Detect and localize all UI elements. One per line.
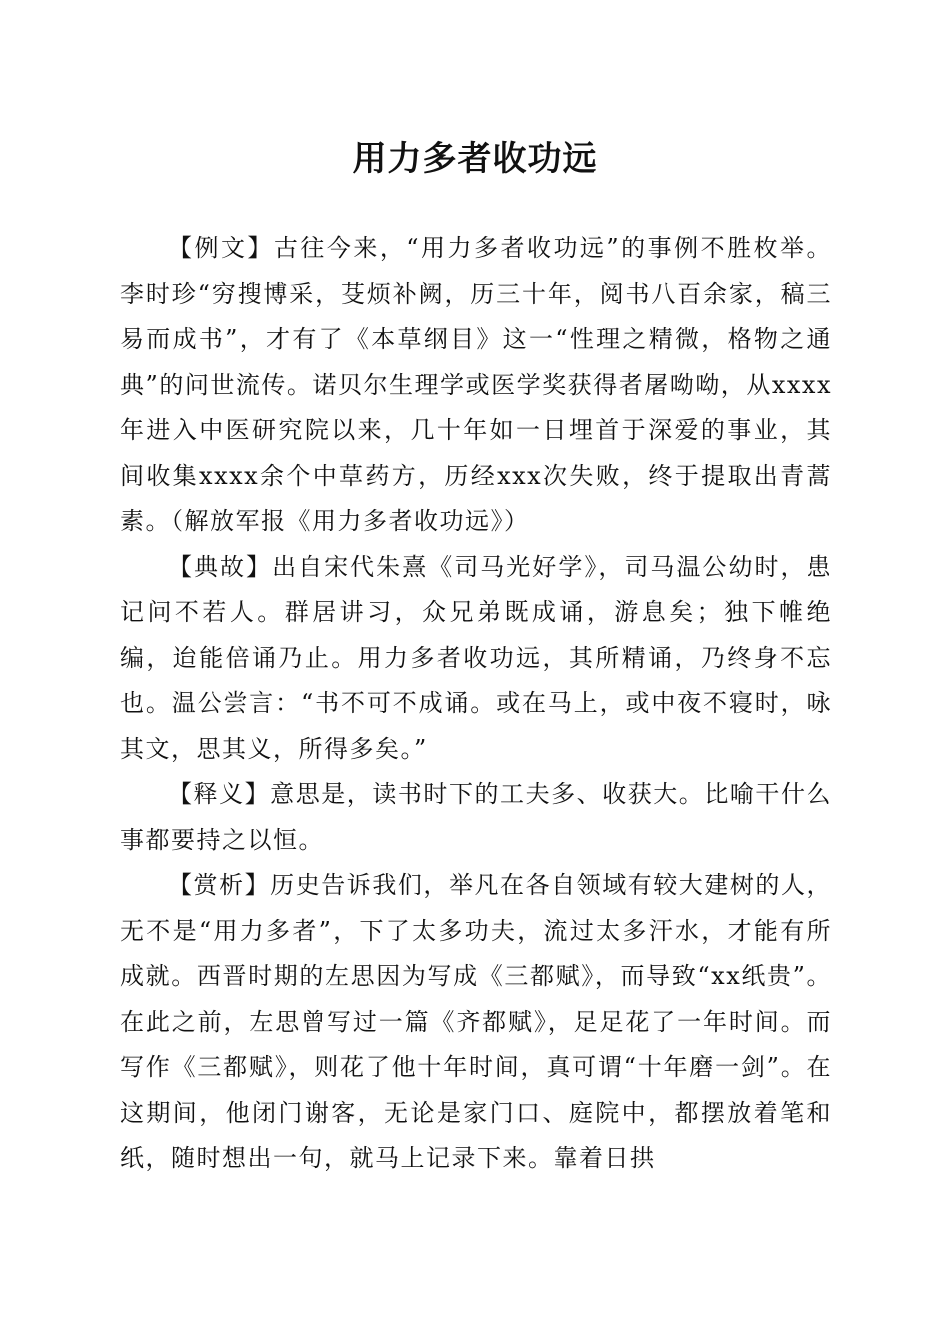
paragraph-text: 历史告诉我们，举凡在各自领域有较大建树的人，无不是“用力多者”，下了太多功夫，流过太多汗水，才能有所成就。西晋时期的左思因为写成《三都赋》，而导致“xx纸贵”。在此之前，左思曾写过一篇《齐都赋》，足足花了一年时间。而写作《三都赋》，则花了他十年时间，真可谓“十年磨一剑”。在这期间，他闭门谢客，无论是家门口、庭院中，都摆放着笔和纸，随时想出一句，就马上记录下来。靠着日拱 [120,871,833,1172]
paragraph-text: 意思是，读书时下的工夫多、收获大。比喻干什么事都要持之以恒。 [120,780,833,854]
paragraph-appreciation [120,863,832,1182]
paragraph-meaning [120,772,832,863]
paragraph-text: 出自宋代朱熹《司马光好学》，司马温公幼时，患记问不若人。群居讲习，众兄弟既成诵，游息矣；独下帷绝编，迨能倍诵乃止。用力多者收功远，其所精诵，乃终身不忘也。温公尝言：“书不可不成诵。或在马上，或中夜不寝时，咏其文，思其义，所得多矣。” [120,552,833,763]
document-title: 用力多者收功远 [352,139,598,179]
paragraph-tag: 【典故】 [168,552,273,581]
paragraph-tag: 【释义】 [168,780,271,808]
paragraph-tag: 【赏析】 [168,871,271,899]
paragraph-tag: 【例文】 [168,234,274,262]
paragraph-allusion [120,545,832,773]
document-body [120,226,832,1182]
paragraph-text: 古往今来，“用力多者收功远”的事例不胜枚举。李时珍“穷搜博采，芟烦补阙，历三十年，阅书八百余家，稿三易而成书”，才有了《本草纲目》这一“性理之精微，格物之通典”的问世流传。诺贝尔生理学或医学奖获得者屠呦呦，从xxxx年进入中医研究院以来，几十年如一日埋首于深爱的事业，其间收集xxxx余个中草药方，历经xxx次失败，终于提取出青蒿素。（解放军报《用力多者收功远》） [120,234,833,535]
paragraph-example [120,226,832,545]
